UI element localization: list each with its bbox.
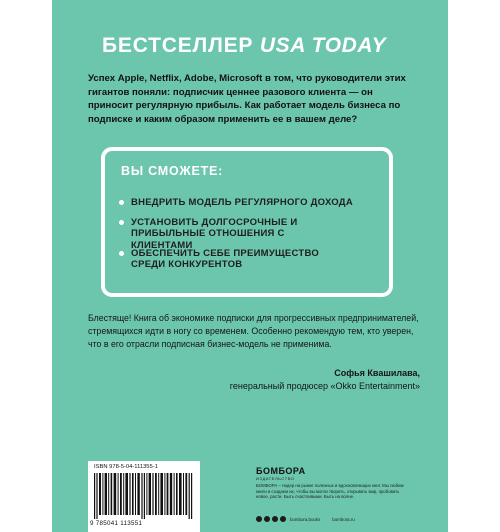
vk-icon [256, 516, 262, 522]
benefit-text: УСТАНОВИТЬ ДОЛГОСРОЧНЫЕ И ПРИБЫЛЬНЫЕ ОТНОШЕНИЯ С КЛИЕНТАМИ [131, 217, 298, 251]
publisher-fineprint: БОМБОРА – лидер на рынке полезных и вдохновляющих книг. Мы любим книги и создаем их, чтобы вы могли творить, открывать мир, пробовать новое, расти. Быть счастливыми. Быть на волне. [256, 483, 404, 500]
testimonial-author [230, 367, 420, 394]
benefit-item [119, 217, 349, 251]
publisher-logo: БОМБОРА [256, 466, 306, 476]
bullet-dot-icon [119, 251, 124, 256]
publisher-subtitle: ИЗДАТЕЛЬСТВО [256, 476, 295, 481]
bestseller-headline [102, 34, 386, 58]
publisher-site: bombora.ru [332, 516, 355, 522]
benefits-box [101, 147, 393, 297]
author-role: генеральный продюсер «Okko Entertainment» [229, 381, 420, 392]
barcode-digits: 9 785041 113551 [90, 520, 143, 527]
benefit-item [119, 197, 393, 208]
benefit-text: ВНЕДРИТЬ МОДЕЛЬ РЕГУЛЯРНОГО ДОХОДА [131, 197, 353, 208]
benefit-text: ОБЕСПЕЧИТЬ СЕБЕ ПРЕИМУЩЕСТВО СРЕДИ КОНКУРЕНТОВ [131, 248, 319, 271]
barcode [88, 461, 200, 532]
headline-usa-today: USA TODAY [259, 34, 387, 57]
author-name: Софья Квашилава, [334, 368, 420, 378]
barcode-icon [94, 473, 194, 519]
intro-paragraph: Успех Apple, Netflix, Adobe, Microsoft в том, что руководители этих гигантов поняли: подписчик ценнее разового клиента — он приносит регулярную прибыль. Как работает модель бизнеса по подписке и каким образом применить ее в вашем деле? [88, 73, 406, 125]
benefit-item [119, 248, 327, 271]
bullet-dot-icon [119, 200, 124, 205]
social-handle: bombora.books [290, 516, 321, 522]
facebook-icon [280, 516, 286, 522]
headline-main: БЕСТСЕЛЛЕР [102, 34, 254, 57]
youtube-icon [272, 516, 278, 522]
instagram-icon [264, 516, 270, 522]
testimonial-quote: Блестяще! Книга об экономике подписки для прогрессивных предпринимателей, стремящихся идти в ногу со временем. Особенно рекомендую тем, кто уверен, что в его отрасли подписная бизнес-модель не применима. [88, 313, 419, 350]
isbn-text: ISBN 978-5-04-111355-1 [94, 464, 158, 470]
back-cover [52, 0, 448, 532]
bullet-dot-icon [119, 220, 124, 225]
social-links [256, 515, 355, 523]
benefits-title: ВЫ СМОЖЕТЕ: [121, 164, 224, 178]
